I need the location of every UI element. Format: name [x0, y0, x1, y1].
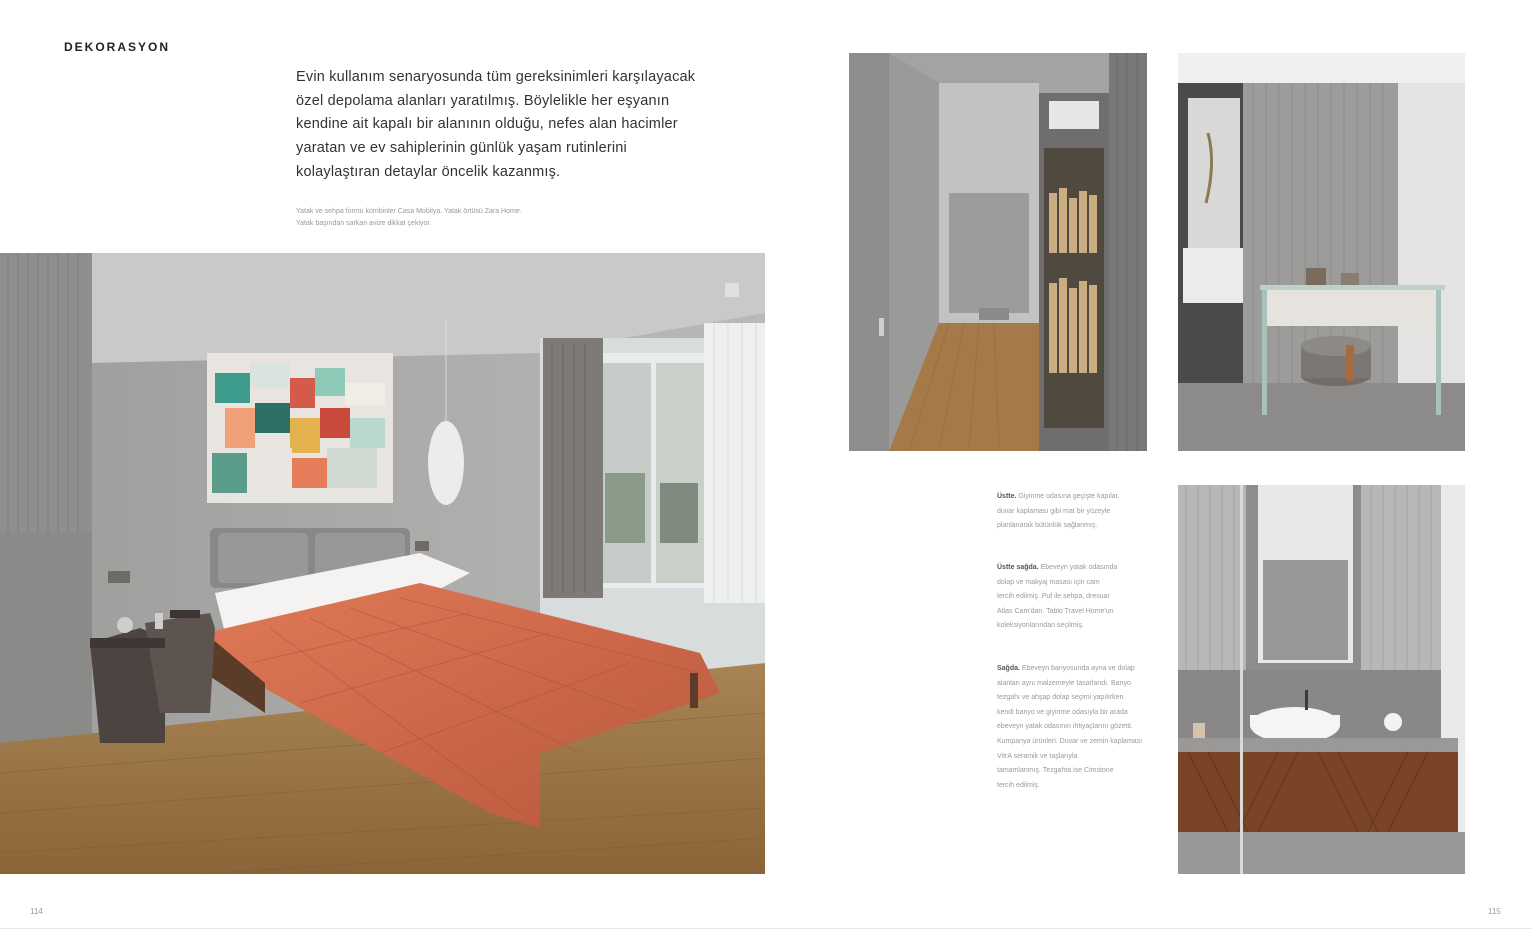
caption-text: kendi banyo ve giyinme odasıyla bir arada — [997, 708, 1128, 716]
caption-text: Ebeveyn yatak odasında — [1040, 564, 1118, 571]
side-caption-top — [997, 490, 1127, 534]
side-caption-right — [997, 662, 1143, 793]
section-label: DEKORASYON — [64, 40, 171, 54]
caption-text: tezgahı ve ahşap dolap seçimi yapılırken — [997, 694, 1124, 702]
caption-text: tamamlanmış. Tezgahta ise Cimstone — [997, 767, 1114, 775]
bathroom-photo — [1178, 485, 1465, 874]
caption-text: Ebeveyn banyosunda ayna ve dolap — [1021, 665, 1135, 672]
caption-text: dolap ve makyaj masası için cam — [997, 578, 1100, 586]
vanity-photo — [1178, 53, 1465, 451]
main-photo-caption — [296, 206, 576, 230]
caption-text: tercih edilmiş. Puf ile sehpa, dresuar — [997, 593, 1110, 601]
bottom-rule — [0, 928, 1532, 929]
intro-line: Evin kullanım senaryosunda tüm gereksinimleri karşılayacak — [296, 69, 696, 85]
caption-label: Üstte sağda. — [997, 564, 1039, 571]
intro-line: kendine ait kapalı bir alanının olduğu, nefes alan hacimler — [296, 116, 678, 133]
caption-line: Yatak ve sehpa formu kombinler Casa Mobilya. Yatak örtüsü Zara Home. — [296, 208, 522, 215]
intro-line: yaratan ve ev sahiplerinin günlük yaşam rutinlerini — [296, 140, 627, 157]
caption-text: duvar kaplaması gibi mat bir yüzeyle — [997, 507, 1111, 515]
caption-text: Giyinme odasına geçişte kapılar, — [1018, 493, 1120, 500]
page-number-right: 115 — [1488, 907, 1501, 916]
caption-line: Yatak başından sarkan avize dikkat çekiyor. — [296, 220, 432, 227]
caption-text: planlanarak bütünlük sağlanmış. — [997, 522, 1098, 530]
caption-text: Kumpanya ürünleri. Duvar ve zemin kaplaması — [997, 737, 1143, 745]
caption-label: Üstte. — [997, 493, 1017, 500]
bedroom-photo — [0, 253, 765, 874]
caption-label: Sağda. — [997, 665, 1020, 672]
side-caption-top-right — [997, 561, 1127, 634]
intro-paragraph — [296, 66, 696, 185]
caption-text: alanları aynı malzemeyle tasarlandı. Banyo — [997, 679, 1131, 687]
intro-line: kolaylaştıran detaylar öncelik kazanmış. — [296, 163, 561, 180]
caption-text: koleksiyonlarından seçilmiş. — [997, 622, 1084, 630]
caption-text: ebeveyn yatak odasının ihtiyaçlarını gözetti. — [997, 723, 1133, 731]
caption-text: tercih edilmiş. — [997, 781, 1040, 789]
page-number-left: 114 — [30, 907, 43, 916]
hallway-photo — [849, 53, 1147, 451]
caption-text: Atlas Cam'dan. Tablo Travel Home'un — [997, 607, 1114, 615]
caption-text: VitrA seramik ve taşlarıyla — [997, 752, 1078, 760]
intro-line: özel depolama alanları yaratılmış. Böylelikle her eşyanın — [296, 92, 670, 109]
